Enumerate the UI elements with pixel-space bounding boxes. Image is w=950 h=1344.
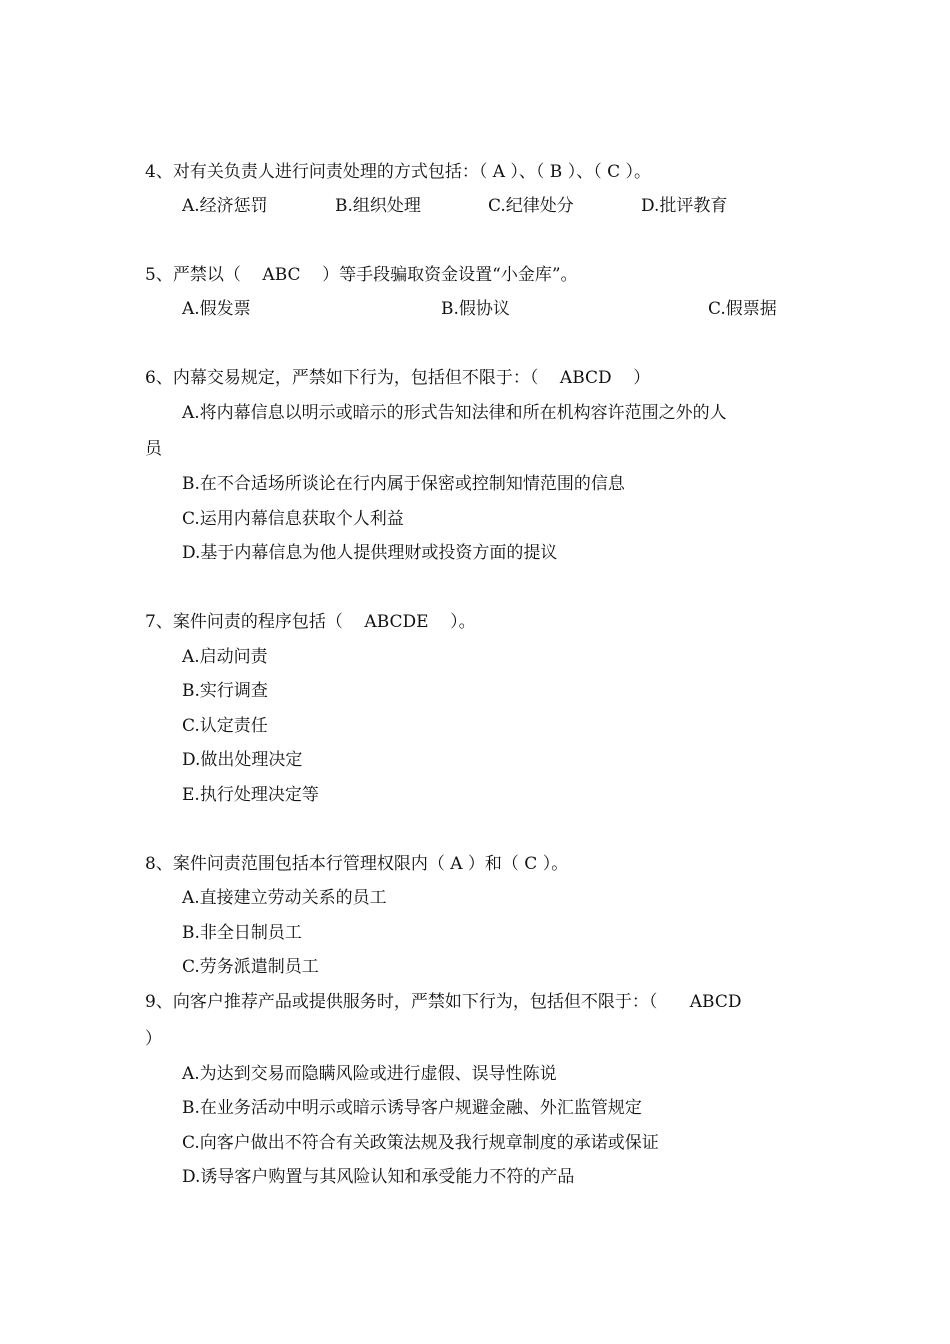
question-7-option-a: A.启动问责 <box>182 647 268 667</box>
question-7-stem: 7、案件问责的程序包括（ ABCDE ）。 <box>145 612 476 632</box>
question-5-option-c: C.假票据 <box>708 299 777 319</box>
question-9-option-c: C.向客户做出不符合有关政策法规及我行规章制度的承诺或保证 <box>182 1133 659 1153</box>
question-5-option-a: A.假发票 <box>182 299 251 319</box>
question-6-option-c: C.运用内幕信息获取个人利益 <box>182 509 404 529</box>
question-4-stem: 4、对有关负责人进行问责处理的方式包括：（ A ）、（ B ）、（ C ）。 <box>145 162 652 182</box>
question-6-option-a-continued: 员 <box>145 439 162 459</box>
question-4-option-a: A.经济惩罚 <box>182 196 268 216</box>
question-8-stem: 8、案件问责范围包括本行管理权限内（ A ）和（ C ）。 <box>145 854 569 874</box>
question-7-option-b: B.实行调查 <box>182 681 268 701</box>
question-4-option-b: B.组织处理 <box>335 196 421 216</box>
question-9-stem-continued: ） <box>145 1029 162 1049</box>
question-5-option-b: B.假协议 <box>441 299 510 319</box>
question-7-option-e: E.执行处理决定等 <box>182 785 319 805</box>
question-5-stem: 5、严禁以（ ABC ）等手段骗取资金设置“小金库”。 <box>145 265 578 285</box>
question-8-option-a: A.直接建立劳动关系的员工 <box>182 888 387 908</box>
question-8-option-b: B.非全日制员工 <box>182 923 302 943</box>
question-6-option-b: B.在不合适场所谈论在行内属于保密或控制知情范围的信息 <box>182 474 625 494</box>
question-7-option-c: C.认定责任 <box>182 716 268 736</box>
question-6-stem: 6、内幕交易规定，严禁如下行为，包括但不限于：（ ABCD ） <box>145 368 651 388</box>
question-4-option-d: D.批评教育 <box>641 196 728 216</box>
question-9-option-b: B.在业务活动中明示或暗示诱导客户规避金融、外汇监管规定 <box>182 1098 642 1118</box>
question-6-option-a: A.将内幕信息以明示或暗示的形式告知法律和所在机构容许范围之外的人 <box>182 403 727 423</box>
question-9-option-d: D.诱导客户购置与其风险认知和承受能力不符的产品 <box>182 1167 575 1187</box>
question-6-option-d: D.基于内幕信息为他人提供理财或投资方面的提议 <box>182 543 558 563</box>
question-9-option-a: A.为达到交易而隐瞒风险或进行虚假、误导性陈说 <box>182 1064 557 1084</box>
question-4-option-c: C.纪律处分 <box>488 196 574 216</box>
question-8-option-c: C.劳务派遣制员工 <box>182 957 319 977</box>
question-9-stem: 9、向客户推荐产品或提供服务时，严禁如下行为，包括但不限于：（ ABCD <box>145 992 742 1012</box>
question-7-option-d: D.做出处理决定 <box>182 750 303 770</box>
